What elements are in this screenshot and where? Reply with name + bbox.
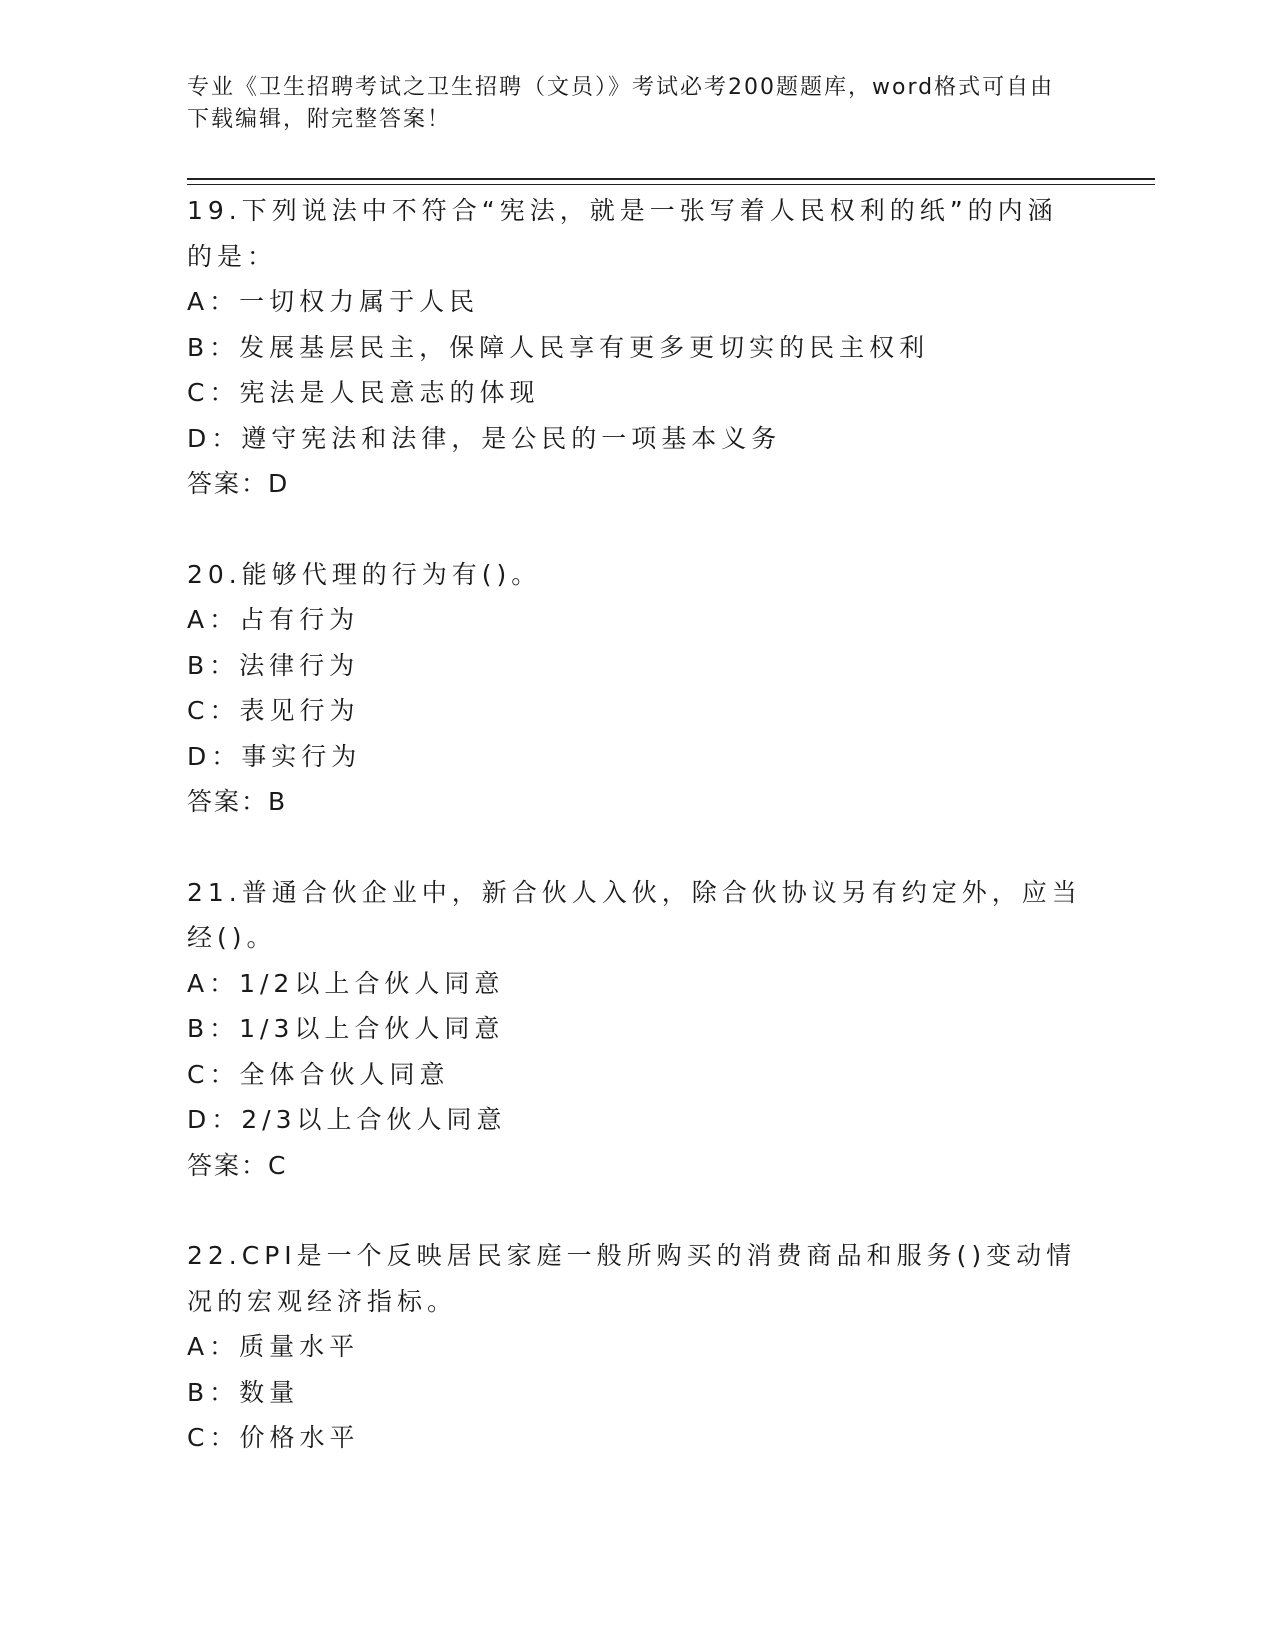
document-header: 专业《卫生招聘考试之卫生招聘（文员）》考试必考200题题库，word格式可自由下载编辑，附完整答案！ bbox=[187, 75, 1055, 132]
option-c: C：表见行为 bbox=[187, 696, 360, 725]
question-text: 22.CPI是一个反映居民家庭一般所购买的消费商品和服务()变动情况的宏观经济指标。 bbox=[187, 1241, 1077, 1316]
question-20 bbox=[187, 552, 1087, 825]
question-text: 20.能够代理的行为有()。 bbox=[187, 559, 542, 589]
option-b: B：发展基层民主，保障人民享有更多更切实的民主权利 bbox=[187, 332, 930, 362]
option-a: A：质量水平 bbox=[187, 1332, 360, 1361]
option-c: C：价格水平 bbox=[187, 1423, 360, 1452]
question-22 bbox=[187, 1233, 1087, 1461]
option-d: D：事实行为 bbox=[187, 741, 362, 771]
option-b: B：数量 bbox=[187, 1377, 300, 1407]
option-a: A：1/2以上合伙人同意 bbox=[187, 968, 505, 998]
option-a: A：一切权力属于人民 bbox=[187, 287, 480, 316]
question-21 bbox=[187, 870, 1087, 1189]
answer: 答案：B bbox=[187, 787, 288, 816]
question-list bbox=[187, 188, 1087, 1506]
option-b: B：法律行为 bbox=[187, 650, 360, 680]
option-c: C：宪法是人民意志的体现 bbox=[187, 378, 540, 407]
option-d: D：2/3以上合伙人同意 bbox=[187, 1105, 507, 1134]
question-19 bbox=[187, 188, 1087, 507]
option-c: C：全体合伙人同意 bbox=[187, 1059, 450, 1089]
option-d: D：遵守宪法和法律，是公民的一项基本义务 bbox=[187, 423, 782, 453]
header-rule-thin bbox=[187, 184, 1155, 185]
question-text: 19.下列说法中不符合“宪法，就是一张写着人民权利的纸”的内涵的是： bbox=[187, 196, 1058, 271]
question-text: 21.普通合伙企业中，新合伙人入伙，除合伙协议另有约定外，应当经()。 bbox=[187, 877, 1082, 952]
option-a: A：占有行为 bbox=[187, 605, 360, 634]
option-b: B：1/3以上合伙人同意 bbox=[187, 1014, 505, 1043]
header-rule-thick bbox=[187, 178, 1155, 180]
answer: 答案：C bbox=[187, 1150, 288, 1180]
answer: 答案：D bbox=[187, 469, 290, 498]
